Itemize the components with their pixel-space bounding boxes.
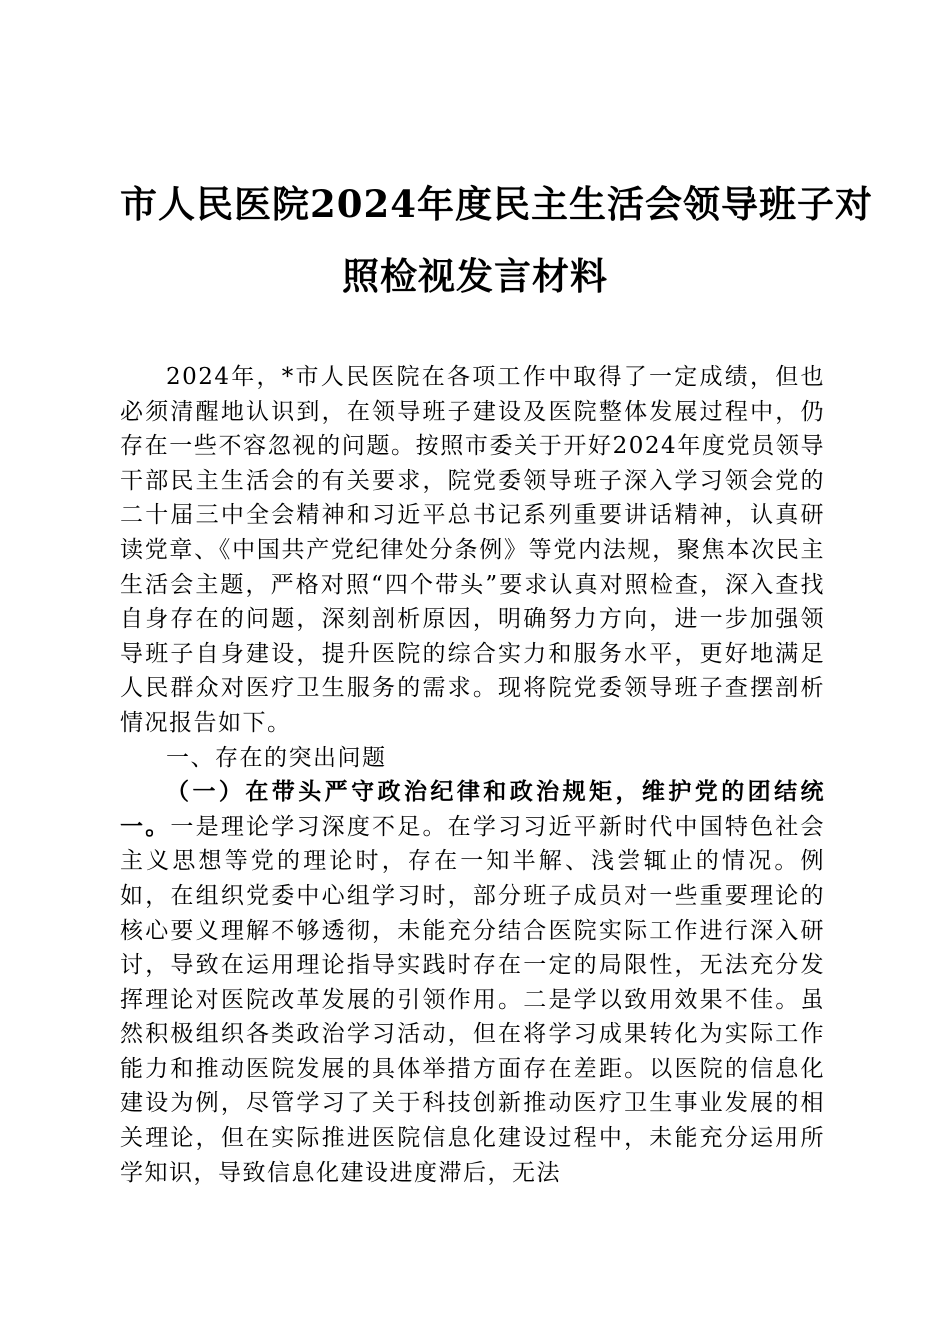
subsection-body: 一是理论学习深度不足。在学习习近平新时代中国特色社会主义思想等党的理论时，存在一知半解、浅尝辄止的情况。例如，在组织党委中心组学习时，部分班子成员对一些重要理论的核心要义理解不够透彻，未能充分结合医院实际工作进行深入研讨，导致在运用理论指导实践时存在一定的局限性，无法充分发挥理论对医院改革发展的引领作用。二是学以致用效果不佳。虽然积极组织各类政治学习活动，但在将学习成果转化为实际工作能力和推动医院发展的具体举措方面存在差距。以医院的信息化建设为例，尽管学习了关于科技创新推动医疗卫生事业发展的相关理论，但在实际推进医院信息化建设过程中，未能充分运用所学知识，导致信息化建设进度滞后，无法 — [120, 813, 826, 1186]
subsection-paragraph — [120, 775, 825, 1190]
intro-paragraph: 2024年，*市人民医院在各项工作中取得了一定成绩，但也必须清醒地认识到，在领导班子建设及医院整体发展过程中，仍存在一些不容忽视的问题。按照市委关于开好2024年度党员领导干部民主生活会的有关要求，院党委领导班子深入学习领会党的二十届三中全会精神和习近平总书记系列重要讲话精神，认真研读党章、《中国共产党纪律处分条例》等党内法规，聚焦本次民主生活会主题，严格对照“四个带头”要求认真对照检查，深入查找自身存在的问题，深刻剖析原因，明确努力方向，进一步加强领导班子自身建设，提升医院的综合实力和服务水平，更好地满足人民群众对医疗卫生服务的需求。现将院党委领导班子查摆剖析情况报告如下。 — [120, 364, 825, 736]
document-title — [120, 168, 873, 312]
title-line-2: 照检视发言材料 — [342, 254, 608, 298]
subsection-heading: （一）在带头严守政治纪律和政治规矩，维护党的团结统一。 — [120, 778, 825, 840]
title-line-1: 市人民医院2024年度民主生活会领导班子对 — [120, 182, 873, 226]
section-heading: 一、存在的突出问题 — [166, 744, 387, 771]
document-body — [120, 360, 825, 1190]
